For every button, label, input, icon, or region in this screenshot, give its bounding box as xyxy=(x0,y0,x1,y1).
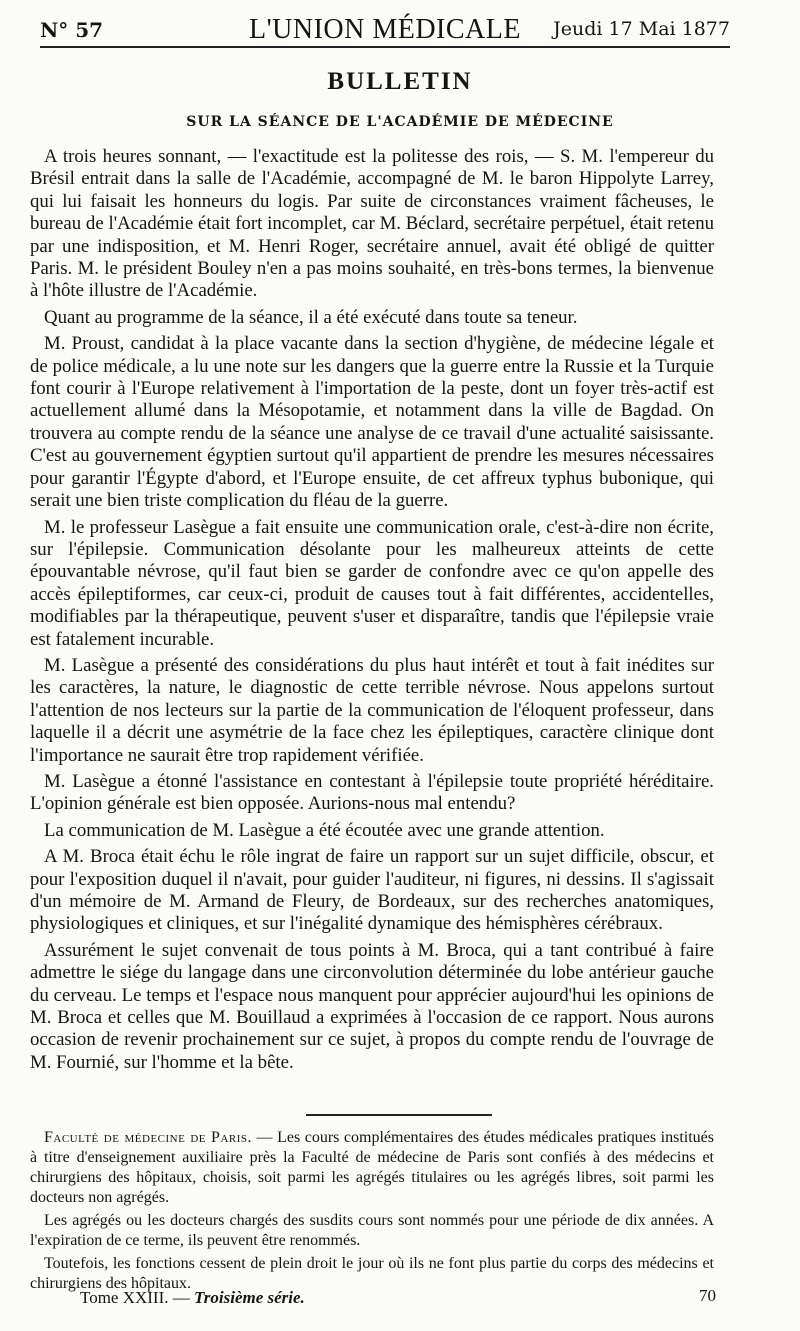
paragraph: A M. Broca était échu le rôle ingrat de faire un rapport sur un sujet difficile, obscur, et pour l'exposition duquel il n'avait, pour guider l'auditeur, ni figures, ni dessins. Il s'agissait d'un mémoire de M. Armand de Fleury, de Bordeaux, sur des recherches anatomiques, physiologiques et cliniques, et sur l'inégalité dynamique des hémisphères cérébraux. xyxy=(30,846,714,935)
paragraph: M. Lasègue a présenté des considérations du plus haut intérêt et tout à fait inédites sur les caractères, la nature, le diagnostic de cette terrible névrose. Nous appelons surtout l'attention de nos lecteurs sur la partie de la communication de l'éloquent professeur, dans laquelle il a décrit une asymétrie de la face chez les épileptiques, caractère clinique dont l'importance ne saurait être trop rapidement vérifiée. xyxy=(30,654,714,766)
paragraph: M. Proust, candidat à la place vacante dans la section d'hygiène, de médecine légale et de police médicale, a lu une note sur les dangers que la guerre entre la Russie et la Turquie font courir à l'Europe relativement à l'importation de la peste, dont un foyer très-actif est actuellement allumé dans la Mésopotamie, et notamment dans la ville de Bagdad. On trouvera au compte rendu de la séance une analyse de ce travail d'une actualité saisissante. C'est au gouvernement égyptien surtout qu'il appartient de prendre les mesures nécessaires pour garantir l'Égypte d'abord, et l'Europe ensuite, de cet affreux typhus bubonique, qui serait une bien triste complication du fléau de la guerre. xyxy=(30,333,714,512)
issue-number: N° 57 xyxy=(40,18,104,42)
paragraph: M. le professeur Lasègue a fait ensuite une communication orale, c'est-à-dire non écrite, sur l'épilepsie. Communication désolante pour les malheureux atteints de cette épouvantable névrose, qu'il faut bien se garder de confondre avec ce qu'on appelle des accès épileptiformes, car ceux-ci, produit de causes tout à fait différentes, accidentelles, modifiables par la thérapeutique, peuvent s'user et disparaître, tandis que l'épilepsie vraie est fatalement incurable. xyxy=(30,516,714,650)
page-header xyxy=(40,14,730,48)
volume-info xyxy=(80,1288,305,1308)
notice-heading: Faculté de médecine de Paris. xyxy=(44,1129,253,1146)
tome-label: Tome XXIII. — xyxy=(80,1288,195,1307)
journal-title: L'UNION MÉDICALE xyxy=(248,14,521,45)
section-divider xyxy=(306,1114,492,1116)
article-body xyxy=(30,146,714,1078)
paragraph: Assurément le sujet convenait de tous points à M. Broca, qui a tant contribué à faire admettre le siége du langage dans une circonvolution déterminée du lobe antérieur gauche du cerveau. Le temps et l'espace nous manquent pour apprécier aujourd'hui les opinions de M. Broca et celles que M. Bouillaud a exprimées à l'occasion de ce rapport. Nous aurons occasion de revenir prochainement sur ce sujet, à propos du compte rendu de l'ouvrage de M. Fournié, sur l'homme et la bête. xyxy=(30,939,714,1073)
article-subtitle: SUR LA SÉANCE DE L'ACADÉMIE DE MÉDECINE xyxy=(186,114,614,130)
paragraph: Quant au programme de la séance, il a été exécuté dans toute sa teneur. xyxy=(44,306,578,328)
notice-paragraph: Toutefois, les fonctions cessent de plein droit le jour où ils ne font plus partie du corps des médecins et chirurgiens des hôpitaux. xyxy=(30,1255,714,1292)
paragraph: A trois heures sonnant, — l'exactitude est la politesse des rois, — S. M. l'empereur du Brésil entrait dans la salle de l'Académie, accompagné de M. le baron Hippolyte Larrey, qui lui faisait les honneurs du logis. Par suite de circonstances vraiment fâcheuses, le bureau de l'Académie était fort incomplet, car M. Béclard, secrétaire perpétuel, était retenu par une indisposition, et M. Henri Roger, secrétaire annuel, avait été obligé de quitter Paris. M. le président Bouley n'en a pas moins souhaité, en très-bons termes, la bienvenue à l'hôte illustre de l'Académie. xyxy=(30,146,714,302)
notice-paragraph xyxy=(30,1128,714,1208)
series-label: Troisième série. xyxy=(194,1288,305,1307)
paragraph: M. Lasègue a étonné l'assistance en contestant à l'épilepsie toute propriété héréditaire. L'opinion générale est bien opposée. Aurions-nous mal entendu? xyxy=(30,770,714,815)
issue-date: Jeudi 17 Mai 1877 xyxy=(553,18,730,40)
notice-text: — Les cours complémentaires des études médicales pratiques institués à titre d'enseignement auxiliaire près la Faculté de médecine de Paris sont confiés à des médecins et chirurgiens des hôpitaux, choisis, soit parmi les agrégés titulaires ou les agrégés libres, soit parmi les docteurs non agrégés. xyxy=(30,1129,714,1206)
notice-paragraph: Les agrégés ou les docteurs chargés des susdits cours sont nommés pour une période de dix années. A l'expiration de ce terme, ils peuvent être renommés. xyxy=(30,1212,714,1249)
faculty-notice xyxy=(30,1128,714,1297)
paragraph: La communication de M. Lasègue a été écoutée avec une grande attention. xyxy=(44,819,605,841)
page-number: 70 xyxy=(699,1286,716,1305)
article-title: BULLETIN xyxy=(327,68,473,95)
